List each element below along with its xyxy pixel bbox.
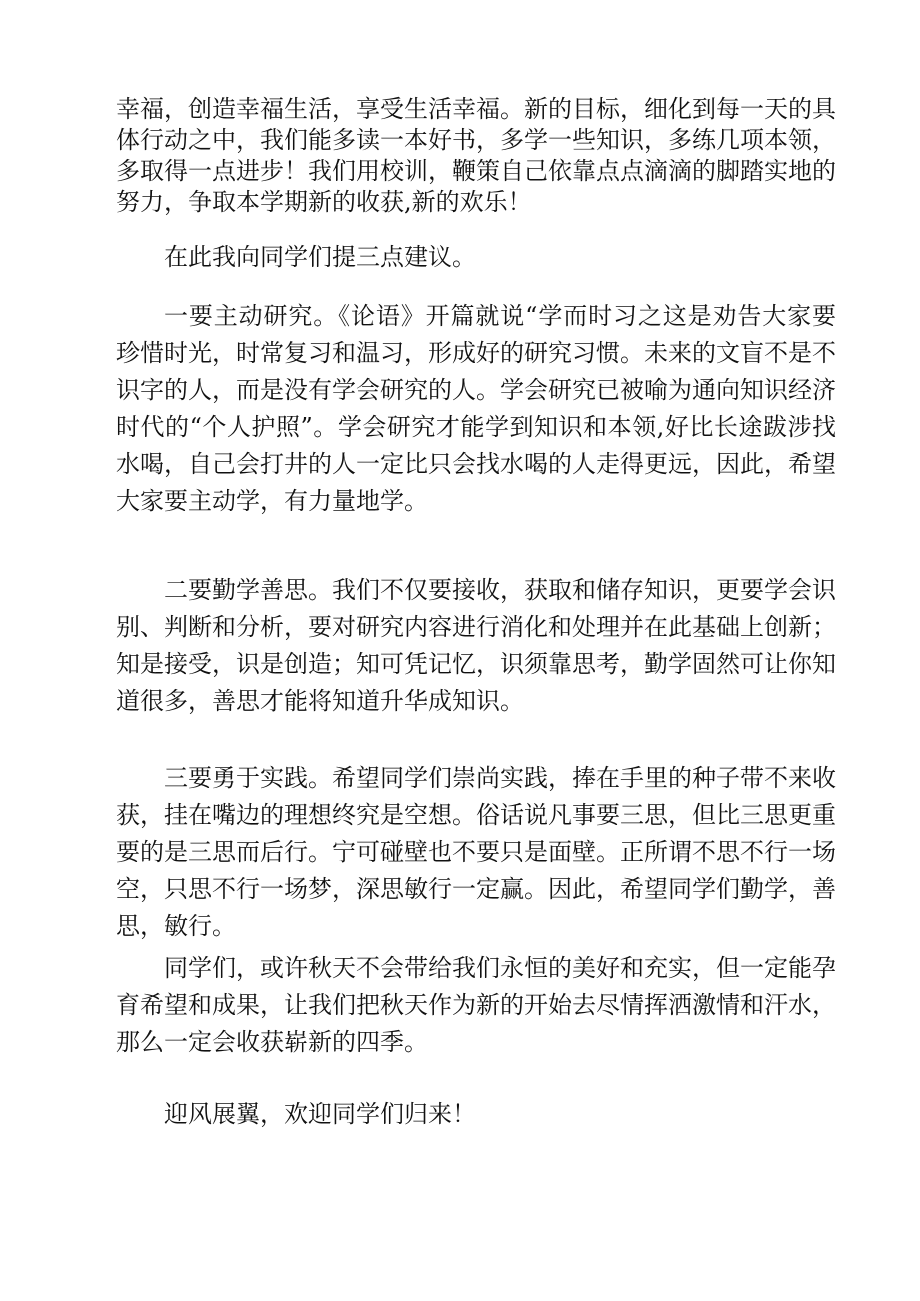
paragraph-active-study: [116, 298, 836, 520]
paragraph-text: 一要主动研究。《论语》开篇就说“学而时习之这是劝告大家要珍惜时光，时常复习和温习，形成好的研究习惯。未来的文盲不是不识字的人，而是没有学会研究的人。学会研究已被喻为通向知识经济时代的“个人护照”。学会研究才能学到知识和本领,好比长途跋涉找水喝，自己会打井的人一定比只会找水喝的人走得更远，因此，希望大家要主动学，有力量地学。: [116, 302, 836, 515]
paragraph-practice: [116, 760, 836, 945]
paragraph-text: 迎风展翼，欢迎同学们归来！: [164, 1100, 476, 1128]
paragraph-closing-welcome: [116, 1097, 836, 1131]
paragraph-three-suggestions: [116, 240, 836, 274]
paragraph-opening-continuation: [116, 94, 836, 218]
paragraph-text: 同学们，或许秋天不会带给我们永恒的美好和充实，但一定能孕育希望和成果，让我们把秋天作为新的开始去尽情挥洒激情和汗水，那么一定会收获崭新的四季。: [116, 954, 836, 1056]
paragraph-text: 三要勇于实践。希望同学们崇尚实践，捧在手里的种子带不来收获，挂在嘴边的理想终究是空想。俗话说凡事要三思，但比三思更重要的是三思而后行。宁可碰壁也不要只是面壁。正所谓不思不行一场空，只思不行一场梦，深思敏行一定赢。因此，希望同学们勤学，善思，敏行。: [116, 764, 836, 940]
paragraph-text: 幸福，创造幸福生活，享受生活幸福。新的目标，细化到每一天的具体行动之中，我们能多读一本好书，多学一些知识，多练几项本领，多取得一点进步！我们用校训，鞭策自己依靠点点滴滴的脚踏实地的努力，争取本学期新的收获,新的欢乐！: [116, 95, 836, 216]
paragraph-diligent-thinking: [116, 572, 836, 720]
paragraph-autumn-hope: [116, 950, 836, 1061]
paragraph-text: 二要勤学善思。我们不仅要接收，获取和储存知识，更要学会识别、判断和分析，要对研究内容进行消化和处理并在此基础上创新；知是接受，识是创造；知可凭记忆，识须靠思考，勤学固然可让你知道很多，善思才能将知道升华成知识。: [116, 576, 836, 715]
paragraph-text: 在此我向同学们提三点建议。: [164, 243, 476, 271]
